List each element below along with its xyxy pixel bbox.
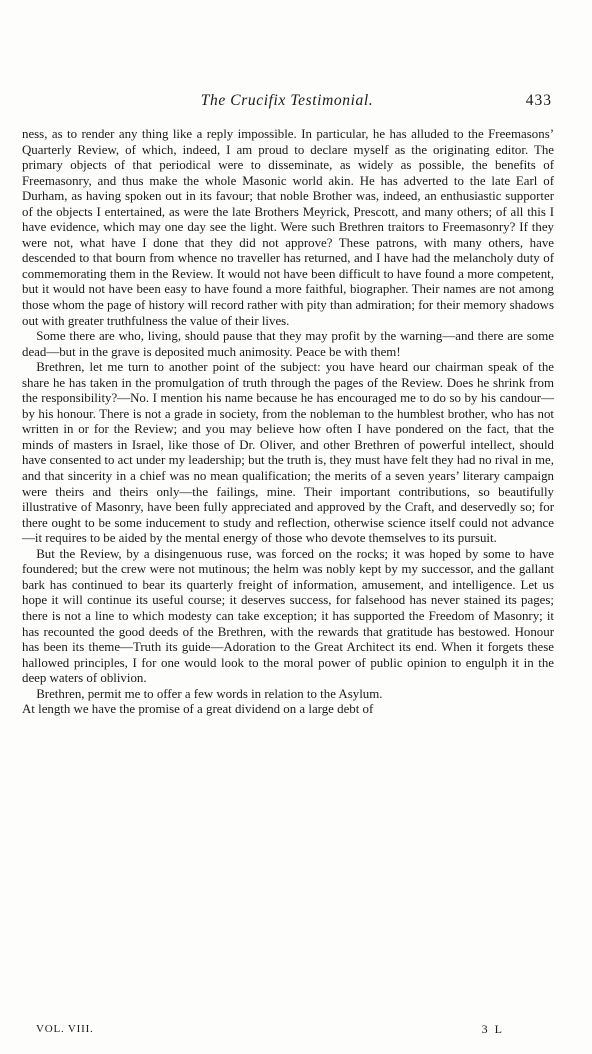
paragraph-2: Some there are who, living, should pause that they may profit by the warning—and there are some dead—but in the grave is deposited much animosity. Peace be with them! [22, 329, 554, 359]
paragraph-4: But the Review, by a disingenuous ruse, was forced on the rocks; it was hoped by some to have foundered; but the crew were not mutinous; the helm was nobly kept by my successor, and the gallant bark has continued to bear its quarterly freight of information, amusement, and intelligence. Let us hope it will continue its useful course; it deserves success, for falsehood has never stained its pages; there is not a line to which modesty can take exception; it has supported the Freedom of Masonry; it has recounted the good deeds of the Brethren, with the rewards that gratitude has bestowed. Honour has been its theme—Truth its guide—Adoration to the Great Architect its end. When it forgets these hallowed principles, I for one would look to the moral power of public opinion to engulph it in the deep waters of oblivion. [22, 546, 554, 686]
volume-mark: VOL. VIII. [36, 1023, 94, 1035]
running-head [22, 92, 552, 114]
paragraph-6: At length we have the promise of a great dividend on a large debt of [22, 702, 374, 717]
page-number: 433 [525, 92, 552, 109]
body-text [22, 127, 554, 718]
signature-mark: 3 L [481, 1022, 504, 1036]
paragraph-5: Brethren, permit me to offer a few words in relation to the Asylum. [36, 686, 383, 701]
page-footer [36, 1023, 504, 1039]
paragraph-3: Brethren, let me turn to another point of the subject: you have heard our chairman speak of the share he has taken in the promulgation of truth through the pages of the Review. Does he shrink from the responsibility?—No. I mention his name because he has encouraged me to do so by his candour—by his honour. There is not a grade in society, from the nobleman to the humblest brother, who has not written in or for the Review; and you may believe how often I have pondered on the fact, that the minds of masters in Israel, like those of Dr. Oliver, and other Brethren of powerful intellect, should have consented to act under my leadership; but the truth is, they must have felt they had no rival in me, and that sincerity in a chief was no mean qualification; the merits of a seven years’ literary campaign were theirs and theirs only—the failings, mine. Their important contributions, so beautifully illustrative of Masonry, have been fully appreciated and approved by the Craft, and deservedly so; for there ought to be some inducement to study and reflection, otherwise science itself could not advance—it requires to be aided by the mental energy of those who devote themselves to its pursuit. [22, 360, 554, 546]
running-title: The Crucifix Testimonial. [200, 92, 374, 109]
paragraph-1: ness, as to render any thing like a reply impossible. In particular, he has alluded to the Freemasons’ Quarterly Review, of which, indeed, I am proud to declare myself as the originating editor. The primary objects of that periodical were to disseminate, as widely as possible, the benefits of Freemasonry, and thus make the whole Masonic world akin. He has adverted to the late Earl of Durham, as having spoken out in its favour; that noble Brother was, indeed, an enthusiastic supporter of the objects I entertained, as were the late Brothers Meyrick, Prescott, and many others; of all this I have evidence, which may one day see the light. Were such Brethren traitors to Freemasonry? If they were not, what have I done that they did not approve? These patrons, with many others, have descended to that bourn from whence no traveller has returned, and I have had the melancholy duty of commemorating them in the Review. It would not have been difficult to have found a more competent, but it would not have been easy to have found a more faithful, biographer. Their names are not among those whom the page of history will record rather with pity than admiration; for their memory shadows out with greater truthfulness the value of their lives. [22, 127, 554, 328]
